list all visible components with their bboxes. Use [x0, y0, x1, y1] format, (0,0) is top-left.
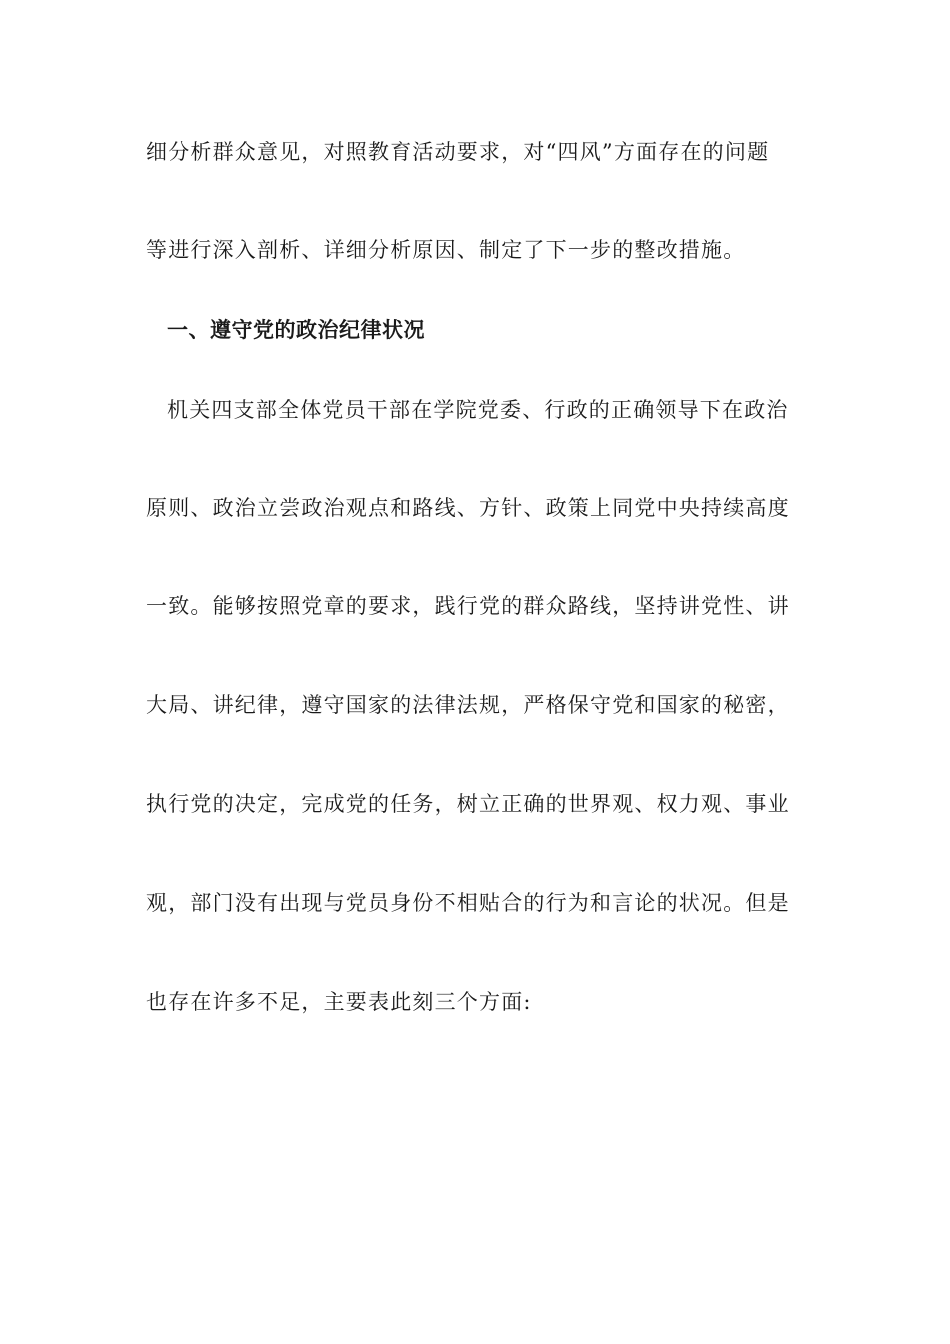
- paragraph-line: 原则、政治立尝政治观点和路线、方针、政策上同党中央持续高度: [146, 496, 790, 520]
- section-heading: 一、遵守党的政治纪律状况: [167, 318, 425, 342]
- paragraph-line: 执行党的决定，完成党的任务，树立正确的世界观、权力观、事业: [146, 792, 790, 816]
- paragraph-line: 也存在许多不足，主要表此刻三个方面:: [146, 990, 532, 1014]
- paragraph-line: 大局、讲纪律，遵守国家的法律法规，严格保守党和国家的秘密，: [146, 693, 790, 717]
- paragraph-line: 等进行深入剖析、详细分析原因、制定了下一步的整改措施。: [146, 238, 746, 262]
- paragraph-line: 机关四支部全体党员干部在学院党委、行政的正确领导下在政治: [167, 398, 789, 422]
- paragraph-line: 一致。能够按照党章的要求，践行党的群众路线，坚持讲党性、讲: [146, 594, 790, 618]
- paragraph-line: 观，部门没有出现与党员身份不相贴合的行为和言论的状况。但是: [146, 891, 790, 915]
- paragraph-line: 细分析群众意见，对照教育活动要求，对“四风”方面存在的问题: [146, 140, 770, 164]
